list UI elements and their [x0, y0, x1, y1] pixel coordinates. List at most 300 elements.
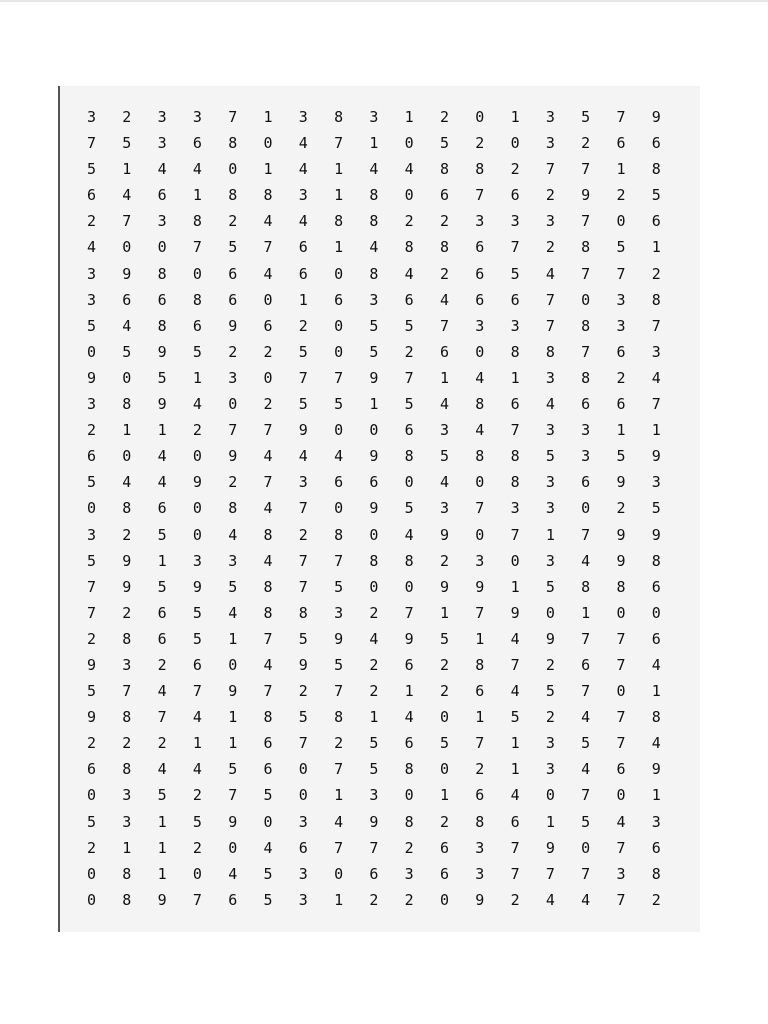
digit-cell: 2 — [87, 212, 97, 231]
digit-cell: 7 — [616, 108, 626, 126]
digit-cell: 8 — [439, 160, 449, 179]
digit-cell: 0 — [475, 525, 485, 544]
digit-cell: 0 — [369, 421, 379, 440]
digit-cell: 8 — [122, 760, 132, 779]
digit-cell: 4 — [157, 473, 167, 492]
digit-cell: 1 — [369, 134, 379, 153]
digit-cell: 0 — [228, 655, 238, 674]
digit-cell: 9 — [651, 760, 661, 779]
digit-cell: 6 — [87, 186, 97, 205]
digit-cell: 3 — [369, 290, 379, 309]
digit-cell: 1 — [334, 238, 344, 257]
digit-cell: 4 — [545, 395, 555, 414]
digit-cell: 2 — [439, 682, 449, 701]
digit-cell: 0 — [581, 838, 591, 857]
digit-cell: 3 — [545, 473, 555, 492]
digit-cell: 5 — [192, 342, 202, 361]
digit-cell: 1 — [545, 812, 555, 831]
digit-cell: 7 — [616, 708, 626, 727]
digit-cell: 0 — [192, 499, 202, 518]
digit-cell: 3 — [157, 134, 167, 153]
digit-cell: 6 — [651, 838, 661, 857]
digit-cell: 0 — [228, 160, 238, 179]
digit-cell: 3 — [545, 760, 555, 779]
digit-cell: 9 — [192, 473, 202, 492]
digit-cell: 2 — [545, 238, 555, 257]
digit-cell: 0 — [122, 238, 132, 257]
digit-cell: 4 — [298, 212, 308, 231]
digit-cell: 5 — [298, 629, 308, 648]
digit-cell: 2 — [581, 134, 591, 153]
digit-cell: 3 — [404, 864, 414, 883]
digit-cell: 7 — [334, 760, 344, 779]
digit-cell: 6 — [404, 290, 414, 309]
digit-cell: 6 — [298, 264, 308, 283]
digit-cell: 3 — [369, 786, 379, 805]
digit-cell: 7 — [298, 734, 308, 753]
digit-cell: 3 — [298, 812, 308, 831]
digit-cell: 3 — [87, 395, 97, 414]
digit-cell: 9 — [369, 447, 379, 466]
digit-cell: 7 — [298, 551, 308, 570]
digit-cell: 1 — [510, 108, 520, 126]
digit-cell: 2 — [475, 760, 485, 779]
digit-cell: 8 — [581, 577, 591, 596]
digit-cell: 0 — [651, 603, 661, 622]
digit-cell: 8 — [651, 864, 661, 883]
digit-cell: 9 — [475, 890, 485, 909]
digit-cell: 7 — [122, 682, 132, 701]
digit-cell: 7 — [651, 395, 661, 414]
digit-cell: 0 — [581, 499, 591, 518]
digit-cell: 7 — [298, 499, 308, 518]
digit-cell: 0 — [369, 577, 379, 596]
digit-cell: 5 — [369, 734, 379, 753]
digit-cell: 6 — [298, 838, 308, 857]
digit-cell: 6 — [616, 342, 626, 361]
digit-cell: 1 — [439, 786, 449, 805]
digit-cell: 2 — [228, 212, 238, 231]
digit-cell: 0 — [228, 395, 238, 414]
digit-cell: 3 — [545, 134, 555, 153]
digit-cell: 3 — [475, 551, 485, 570]
digit-cell: 7 — [263, 421, 273, 440]
digit-cell: 5 — [87, 160, 97, 179]
digit-cell: 6 — [581, 395, 591, 414]
digit-cell: 6 — [404, 421, 414, 440]
digit-cell: 4 — [157, 760, 167, 779]
digit-cell: 9 — [545, 838, 555, 857]
digit-cell: 9 — [228, 447, 238, 466]
digit-cell: 7 — [581, 264, 591, 283]
digit-cell: 6 — [616, 760, 626, 779]
digit-cell: 1 — [651, 421, 661, 440]
digit-cell: 7 — [87, 603, 97, 622]
digit-cell: 4 — [616, 812, 626, 831]
digit-cell: 3 — [545, 421, 555, 440]
digit-cell: 5 — [192, 812, 202, 831]
digit-cell: 7 — [475, 186, 485, 205]
digit-cell: 7 — [228, 421, 238, 440]
digit-cell: 2 — [404, 212, 414, 231]
digit-cell: 6 — [475, 238, 485, 257]
digit-cell: 2 — [87, 734, 97, 753]
digit-cell: 8 — [404, 238, 414, 257]
digit-cell: 9 — [298, 655, 308, 674]
digit-cell: 6 — [439, 342, 449, 361]
digit-cell: 4 — [192, 160, 202, 179]
digit-cell: 6 — [228, 264, 238, 283]
digit-cell: 0 — [263, 368, 273, 387]
digit-cell: 7 — [334, 134, 344, 153]
digit-cell: 1 — [651, 682, 661, 701]
digit-cell: 1 — [404, 108, 414, 126]
digit-cell: 7 — [439, 316, 449, 335]
digit-cell: 6 — [192, 134, 202, 153]
digit-cell: 8 — [122, 499, 132, 518]
digit-cell: 9 — [439, 525, 449, 544]
digit-cell: 5 — [87, 812, 97, 831]
digit-cell: 6 — [369, 473, 379, 492]
digit-cell: 4 — [157, 682, 167, 701]
digit-cell: 9 — [87, 368, 97, 387]
digit-cell: 7 — [192, 238, 202, 257]
digit-cell: 2 — [192, 421, 202, 440]
digit-cell: 3 — [122, 812, 132, 831]
digit-cell: 3 — [298, 864, 308, 883]
digit-cell: 1 — [369, 708, 379, 727]
digit-cell: 0 — [122, 447, 132, 466]
digit-cell: 2 — [192, 786, 202, 805]
digit-cell: 7 — [228, 108, 238, 126]
digit-cell: 3 — [298, 108, 308, 126]
digit-cell: 2 — [369, 682, 379, 701]
digit-table-panel — [58, 86, 700, 932]
digit-cell: 5 — [545, 682, 555, 701]
digit-cell: 1 — [122, 838, 132, 857]
digit-cell: 7 — [298, 577, 308, 596]
digit-cell: 8 — [651, 290, 661, 309]
digit-cell: 5 — [228, 760, 238, 779]
digit-cell: 7 — [263, 238, 273, 257]
digit-cell: 6 — [157, 499, 167, 518]
digit-cell: 4 — [651, 368, 661, 387]
digit-cell: 0 — [334, 264, 344, 283]
digit-cell: 0 — [87, 864, 97, 883]
digit-cell: 7 — [581, 160, 591, 179]
digit-cell: 5 — [87, 682, 97, 701]
digit-cell: 1 — [157, 838, 167, 857]
digit-cell: 0 — [475, 342, 485, 361]
digit-cell: 2 — [616, 186, 626, 205]
digit-cell: 7 — [545, 160, 555, 179]
digit-cell: 3 — [616, 864, 626, 883]
digit-cell: 9 — [334, 629, 344, 648]
digit-cell: 7 — [263, 682, 273, 701]
digit-cell: 3 — [475, 864, 485, 883]
digit-cell: 8 — [475, 395, 485, 414]
digit-cell: 2 — [439, 108, 449, 126]
digit-cell: 0 — [616, 603, 626, 622]
digit-cell: 1 — [404, 682, 414, 701]
digit-cell: 8 — [404, 447, 414, 466]
digit-cell: 6 — [263, 760, 273, 779]
digit-cell: 2 — [404, 838, 414, 857]
digit-cell: 5 — [263, 864, 273, 883]
digit-cell: 5 — [404, 395, 414, 414]
digit-cell: 6 — [616, 134, 626, 153]
digit-cell: 5 — [651, 499, 661, 518]
digit-cell: 1 — [228, 708, 238, 727]
digit-cell: 8 — [228, 134, 238, 153]
digit-cell: 7 — [475, 603, 485, 622]
digit-cell: 4 — [439, 395, 449, 414]
digit-cell: 2 — [651, 890, 661, 909]
digit-cell: 0 — [263, 134, 273, 153]
digit-cell: 6 — [263, 734, 273, 753]
digit-cell: 9 — [122, 551, 132, 570]
digit-cell: 8 — [334, 212, 344, 231]
digit-cell: 4 — [298, 447, 308, 466]
digit-cell: 4 — [404, 264, 414, 283]
digit-cell: 2 — [510, 890, 520, 909]
digit-cell: 5 — [334, 655, 344, 674]
digit-cell: 0 — [404, 473, 414, 492]
digit-cell: 2 — [122, 603, 132, 622]
digit-cell: 5 — [263, 786, 273, 805]
digit-cell: 5 — [510, 708, 520, 727]
digit-cell: 0 — [263, 812, 273, 831]
digit-cell: 6 — [334, 290, 344, 309]
digit-cell: 3 — [545, 734, 555, 753]
digit-cell: 6 — [651, 134, 661, 153]
digit-cell: 4 — [545, 890, 555, 909]
digit-cell: 0 — [192, 447, 202, 466]
digit-cell: 4 — [369, 629, 379, 648]
digit-cell: 1 — [228, 734, 238, 753]
digit-cell: 5 — [369, 342, 379, 361]
digit-cell: 8 — [510, 342, 520, 361]
digit-cell: 2 — [439, 551, 449, 570]
digit-cell: 2 — [616, 499, 626, 518]
digit-cell: 6 — [87, 447, 97, 466]
digit-cell: 7 — [298, 368, 308, 387]
digit-cell: 3 — [192, 108, 202, 126]
digit-cell: 4 — [263, 499, 273, 518]
digit-cell: 6 — [334, 473, 344, 492]
digit-cell: 7 — [581, 342, 591, 361]
digit-cell: 9 — [228, 316, 238, 335]
digit-cell: 6 — [651, 629, 661, 648]
digit-cell: 4 — [404, 525, 414, 544]
digit-cell: 7 — [616, 655, 626, 674]
digit-cell: 3 — [192, 551, 202, 570]
digit-cell: 1 — [334, 890, 344, 909]
digit-cell: 2 — [298, 525, 308, 544]
digit-cell: 2 — [263, 342, 273, 361]
digit-cell: 9 — [581, 186, 591, 205]
digit-cell: 6 — [475, 786, 485, 805]
top-rule — [0, 0, 768, 2]
digit-cell: 8 — [475, 447, 485, 466]
digit-cell: 6 — [475, 264, 485, 283]
digit-cell: 0 — [616, 786, 626, 805]
digit-cell: 6 — [263, 316, 273, 335]
digit-cell: 8 — [334, 525, 344, 544]
digit-cell: 5 — [157, 786, 167, 805]
digit-cell: 2 — [439, 655, 449, 674]
digit-cell: 9 — [616, 525, 626, 544]
digit-cell: 0 — [334, 864, 344, 883]
digit-cell: 8 — [581, 316, 591, 335]
digit-cell: 8 — [263, 603, 273, 622]
digit-cell: 1 — [439, 368, 449, 387]
digit-cell: 9 — [510, 603, 520, 622]
digit-cell: 3 — [545, 368, 555, 387]
digit-cell: 0 — [510, 551, 520, 570]
digit-cell: 6 — [157, 186, 167, 205]
digit-cell: 6 — [228, 890, 238, 909]
digit-cell: 7 — [404, 368, 414, 387]
digit-cell: 6 — [369, 864, 379, 883]
digit-cell: 5 — [369, 760, 379, 779]
digit-cell: 3 — [334, 603, 344, 622]
digit-cell: 1 — [510, 368, 520, 387]
digit-cell: 5 — [404, 499, 414, 518]
digit-cell: 0 — [192, 525, 202, 544]
digit-cell: 8 — [439, 238, 449, 257]
digit-cell: 8 — [475, 812, 485, 831]
digit-cell: 3 — [510, 499, 520, 518]
digit-cell: 7 — [616, 838, 626, 857]
digit-cell: 2 — [369, 603, 379, 622]
digit-cell: 0 — [334, 421, 344, 440]
digit-cell: 8 — [122, 708, 132, 727]
digit-cell: 4 — [334, 812, 344, 831]
digit-cell: 0 — [439, 890, 449, 909]
digit-cell: 7 — [581, 629, 591, 648]
digit-cell: 6 — [228, 290, 238, 309]
digit-cell: 7 — [87, 577, 97, 596]
digit-cell: 9 — [616, 473, 626, 492]
digit-cell: 0 — [298, 760, 308, 779]
digit-cell: 3 — [369, 108, 379, 126]
digit-cell: 9 — [475, 577, 485, 596]
digit-cell: 2 — [87, 629, 97, 648]
digit-cell: 0 — [439, 760, 449, 779]
digit-cell: 7 — [263, 629, 273, 648]
digit-cell: 6 — [404, 734, 414, 753]
digit-cell: 7 — [651, 316, 661, 335]
digit-cell: 0 — [404, 786, 414, 805]
digit-cell: 0 — [581, 290, 591, 309]
digit-cell: 4 — [228, 525, 238, 544]
digit-cell: 5 — [581, 812, 591, 831]
digit-cell: 3 — [616, 316, 626, 335]
digit-cell: 8 — [228, 499, 238, 518]
digit-cell: 0 — [157, 238, 167, 257]
digit-cell: 2 — [87, 421, 97, 440]
digit-cell: 6 — [510, 290, 520, 309]
digit-cell: 9 — [369, 368, 379, 387]
digit-cell: 8 — [334, 108, 344, 126]
digit-cell: 8 — [545, 342, 555, 361]
digit-cell: 3 — [439, 499, 449, 518]
digit-cell: 6 — [157, 603, 167, 622]
digit-cell: 7 — [157, 708, 167, 727]
digit-cell: 4 — [581, 708, 591, 727]
digit-cell: 0 — [87, 499, 97, 518]
digit-cell: 3 — [228, 368, 238, 387]
digit-cell: 6 — [510, 186, 520, 205]
digit-cell: 7 — [122, 212, 132, 231]
digit-cell: 2 — [545, 186, 555, 205]
digit-cell: 4 — [122, 473, 132, 492]
digit-cell: 5 — [228, 577, 238, 596]
digit-cell: 6 — [87, 760, 97, 779]
digit-cell: 5 — [545, 577, 555, 596]
digit-cell: 1 — [192, 734, 202, 753]
digit-cell: 3 — [475, 316, 485, 335]
digit-cell: 4 — [651, 734, 661, 753]
digit-cell: 4 — [581, 551, 591, 570]
digit-cell: 2 — [369, 655, 379, 674]
digit-cell: 6 — [475, 290, 485, 309]
digit-cell: 2 — [334, 734, 344, 753]
digit-cell: 4 — [298, 134, 308, 153]
digit-cell: 2 — [298, 682, 308, 701]
digit-cell: 1 — [157, 421, 167, 440]
digit-cell: 3 — [87, 290, 97, 309]
digit-cell: 7 — [616, 264, 626, 283]
digit-cell: 3 — [298, 473, 308, 492]
digit-cell: 5 — [157, 525, 167, 544]
digit-cell: 5 — [581, 108, 591, 126]
digit-cell: 5 — [581, 734, 591, 753]
digit-cell: 7 — [581, 212, 591, 231]
digit-cell: 3 — [581, 421, 591, 440]
digit-cell: 0 — [334, 499, 344, 518]
digit-cell: 8 — [122, 629, 132, 648]
digit-cell: 2 — [404, 342, 414, 361]
digit-cell: 0 — [475, 473, 485, 492]
digit-cell: 6 — [298, 238, 308, 257]
digit-cell: 6 — [581, 473, 591, 492]
digit-cell: 4 — [369, 238, 379, 257]
digit-cell: 9 — [545, 629, 555, 648]
digit-cell: 3 — [157, 108, 167, 126]
digit-cell: 4 — [157, 447, 167, 466]
digit-cell: 2 — [439, 212, 449, 231]
digit-cell: 4 — [439, 473, 449, 492]
digit-cell: 3 — [157, 212, 167, 231]
digit-cell: 9 — [651, 108, 661, 126]
digit-cell: 2 — [122, 734, 132, 753]
digit-cell: 4 — [263, 655, 273, 674]
digit-cell: 7 — [87, 134, 97, 153]
digit-cell: 9 — [228, 812, 238, 831]
digit-cell: 5 — [439, 134, 449, 153]
digit-cell: 4 — [263, 447, 273, 466]
digit-cell: 2 — [157, 734, 167, 753]
digit-cell: 8 — [581, 368, 591, 387]
digit-cell: 4 — [545, 264, 555, 283]
digit-cell: 6 — [439, 864, 449, 883]
digit-cell: 3 — [87, 525, 97, 544]
digit-cell: 8 — [263, 708, 273, 727]
digit-cell: 7 — [510, 238, 520, 257]
digit-cell: 4 — [228, 603, 238, 622]
